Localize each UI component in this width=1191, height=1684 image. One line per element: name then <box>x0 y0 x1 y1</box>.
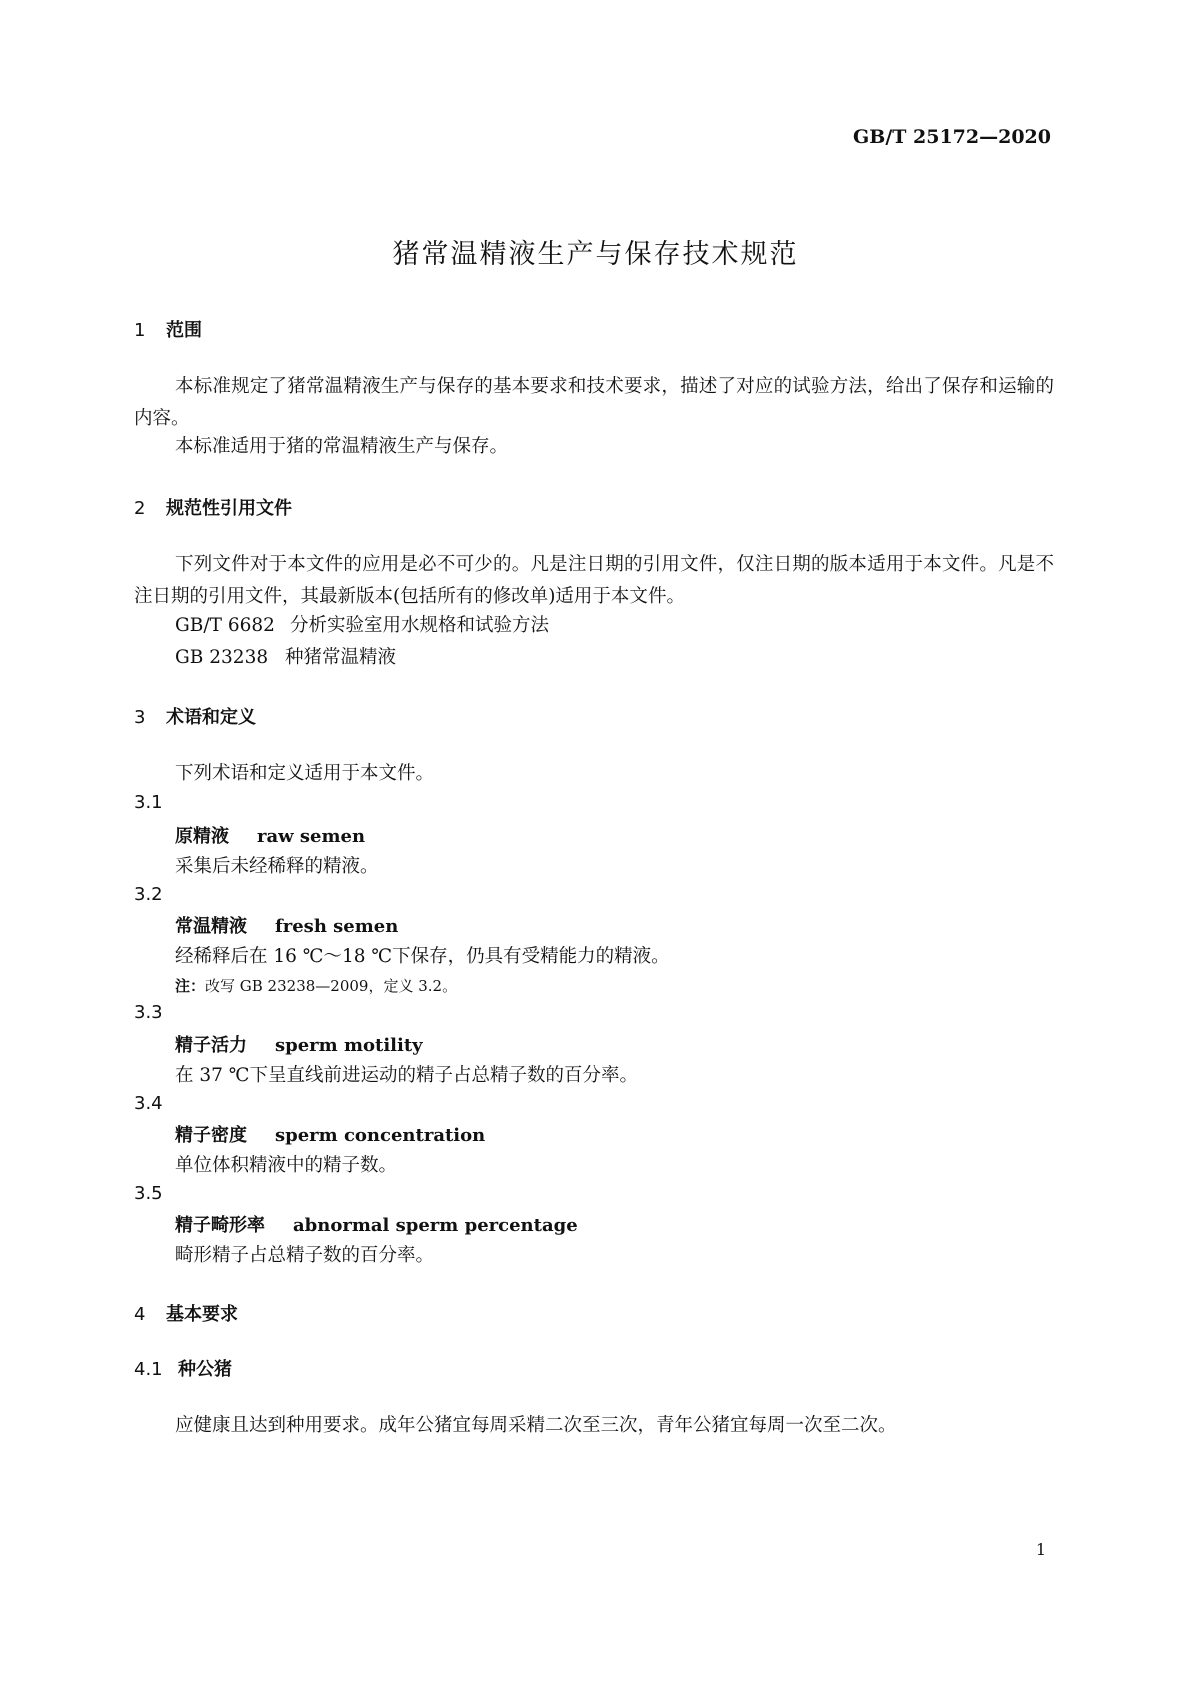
note-label: 注： <box>175 977 206 995</box>
subsection-number: 4.1 <box>134 1359 163 1380</box>
term-en: abnormal sperm percentage <box>293 1215 578 1236</box>
section-number: 3 <box>134 707 146 728</box>
standard-code: GB/T 25172—2020 <box>853 126 1051 148</box>
section-1-heading <box>134 316 202 342</box>
section-heading-text: 术语和定义 <box>166 707 256 728</box>
term-number: 3.4 <box>134 1093 163 1114</box>
term-name <box>175 1031 423 1057</box>
section-3-heading <box>134 703 256 729</box>
subsection-heading-text: 种公猪 <box>178 1359 232 1380</box>
reference-title: 分析实验室用水规格和试验方法 <box>290 615 550 636</box>
term-number: 3.1 <box>134 792 163 813</box>
term-zh: 常温精液 <box>175 916 247 937</box>
subsection-4-1-paragraph: 应健康且达到种用要求。成年公猪宜每周采精二次至三次，青年公猪宜每周一次至二次。 <box>175 1415 897 1436</box>
term-definition: 经稀释后在 16 ℃～18 ℃下保存，仍具有受精能力的精液。 <box>175 946 670 967</box>
section-heading-text: 基本要求 <box>166 1304 238 1325</box>
reference-code: GB/T 6682 <box>175 615 275 636</box>
term-definition: 畸形精子占总精子数的百分率。 <box>175 1245 435 1266</box>
section-number: 4 <box>134 1304 146 1325</box>
term-number: 3.3 <box>134 1002 163 1023</box>
reference-item <box>175 611 549 637</box>
section-1-paragraph-1: 本标准规定了猪常温精液生产与保存的基本要求和技术要求，描述了对应的试验方法，给出了保存和运输的内容。 <box>134 376 1054 429</box>
section-2-heading <box>134 494 292 520</box>
section-number: 2 <box>134 498 146 519</box>
term-definition: 单位体积精液中的精子数。 <box>175 1155 398 1176</box>
term-name <box>175 1121 485 1147</box>
document-title: 猪常温精液生产与保存技术规范 <box>392 239 799 270</box>
term-en: raw semen <box>257 826 366 847</box>
term-name <box>175 912 398 938</box>
term-zh: 原精液 <box>175 826 229 847</box>
section-1-paragraph-2: 本标准适用于猪的常温精液生产与保存。 <box>175 436 509 457</box>
term-en: sperm concentration <box>275 1125 486 1146</box>
term-number: 3.5 <box>134 1183 163 1204</box>
subsection-4-1-heading <box>134 1355 232 1381</box>
term-note <box>175 975 457 996</box>
section-heading-text: 范围 <box>166 320 202 341</box>
term-en: fresh semen <box>275 916 399 937</box>
reference-code: GB 23238 <box>175 647 269 668</box>
reference-title: 种猪常温精液 <box>285 647 397 668</box>
note-text: 改写 GB 23238—2009，定义 3.2。 <box>205 977 458 995</box>
section-2-paragraph-1: 下列文件对于本文件的应用是必不可少的。凡是注日期的引用文件，仅注日期的版本适用于本文件。凡是不注日期的引用文件，其最新版本(包括所有的修改单)适用于本文件。 <box>134 554 1054 607</box>
reference-item <box>175 643 396 669</box>
term-name <box>175 1211 578 1237</box>
section-number: 1 <box>134 320 146 341</box>
term-zh: 精子密度 <box>175 1125 247 1146</box>
term-definition: 采集后未经稀释的精液。 <box>175 856 379 877</box>
section-3-paragraph-1: 下列术语和定义适用于本文件。 <box>175 763 435 784</box>
section-heading-text: 规范性引用文件 <box>166 498 292 519</box>
term-definition: 在 37 ℃下呈直线前进运动的精子占总精子数的百分率。 <box>175 1065 638 1086</box>
page-number: 1 <box>1035 1540 1046 1559</box>
section-4-heading <box>134 1300 238 1326</box>
term-zh: 精子活力 <box>175 1035 247 1056</box>
term-en: sperm motility <box>275 1035 423 1056</box>
term-number: 3.2 <box>134 884 163 905</box>
term-name <box>175 822 365 848</box>
term-zh: 精子畸形率 <box>175 1215 265 1236</box>
